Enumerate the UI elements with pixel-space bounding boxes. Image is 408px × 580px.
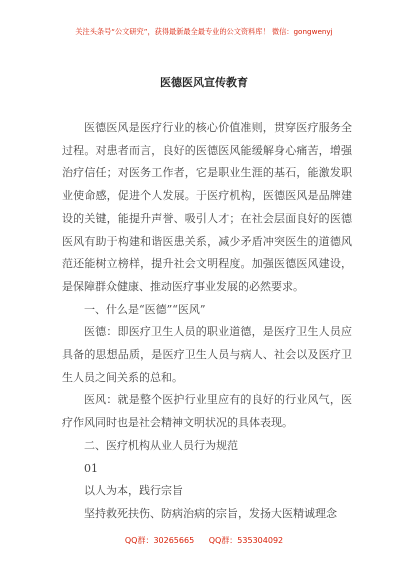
header-promo-note: 关注头条号“公文研究”，获得最新最全最专业的公文资料库！ 微信：gongwenyj [75, 27, 333, 36]
document-body [62, 117, 352, 526]
item-paragraph: 坚持救死扶伤、防病治病的宗旨，发扬大医精诚理念 [84, 506, 337, 520]
section-heading-2: 二、医疗机构从业人员行为规范 [84, 438, 238, 452]
section-heading-1: 一、什么是“医德”“医风” [84, 302, 206, 316]
qq-group-1: QQ群：30265665 [124, 536, 195, 545]
yifeng-definition-paragraph: 医风：就是整个医护行业里应有的良好的行业风气，医疗作风同时也是社会精神文明状况的具体表现。 [62, 393, 352, 430]
intro-paragraph: 医德医风是医疗行业的核心价值准则，贯穿医疗服务全过程。对患者而言，良好的医德医风能缓解身心痛苦，增强治疗信任；对医务工作者，它是职业生涯的基石，能激发职业使命感，促进个人发展。于医疗机构，医德医风是品牌建设的关键，能提升声誉、吸引人才；在社会层面良好的医德医风有助于构建和谐医患关系，减少矛盾冲突医生的道德风范还能树立榜样，提升社会文明程度。加强医德医风建设，是保障群众健康、推动医疗事业发展的必然要求。 [62, 121, 352, 293]
qq-group-2: QQ群：535304092 [208, 536, 284, 545]
footer-qq-note [0, 535, 408, 547]
yide-definition-paragraph: 医德：即医疗卫生人员的职业道德，是医疗卫生人员应具备的思想品质，是医疗卫生人员与病人、社会以及医疗卫生人员之间关系的总和。 [62, 325, 352, 384]
document-title: 医德医风宣传教育 [160, 76, 248, 89]
item-number: 01 [84, 461, 98, 475]
item-heading: 以人为本，践行宗旨 [84, 484, 183, 498]
